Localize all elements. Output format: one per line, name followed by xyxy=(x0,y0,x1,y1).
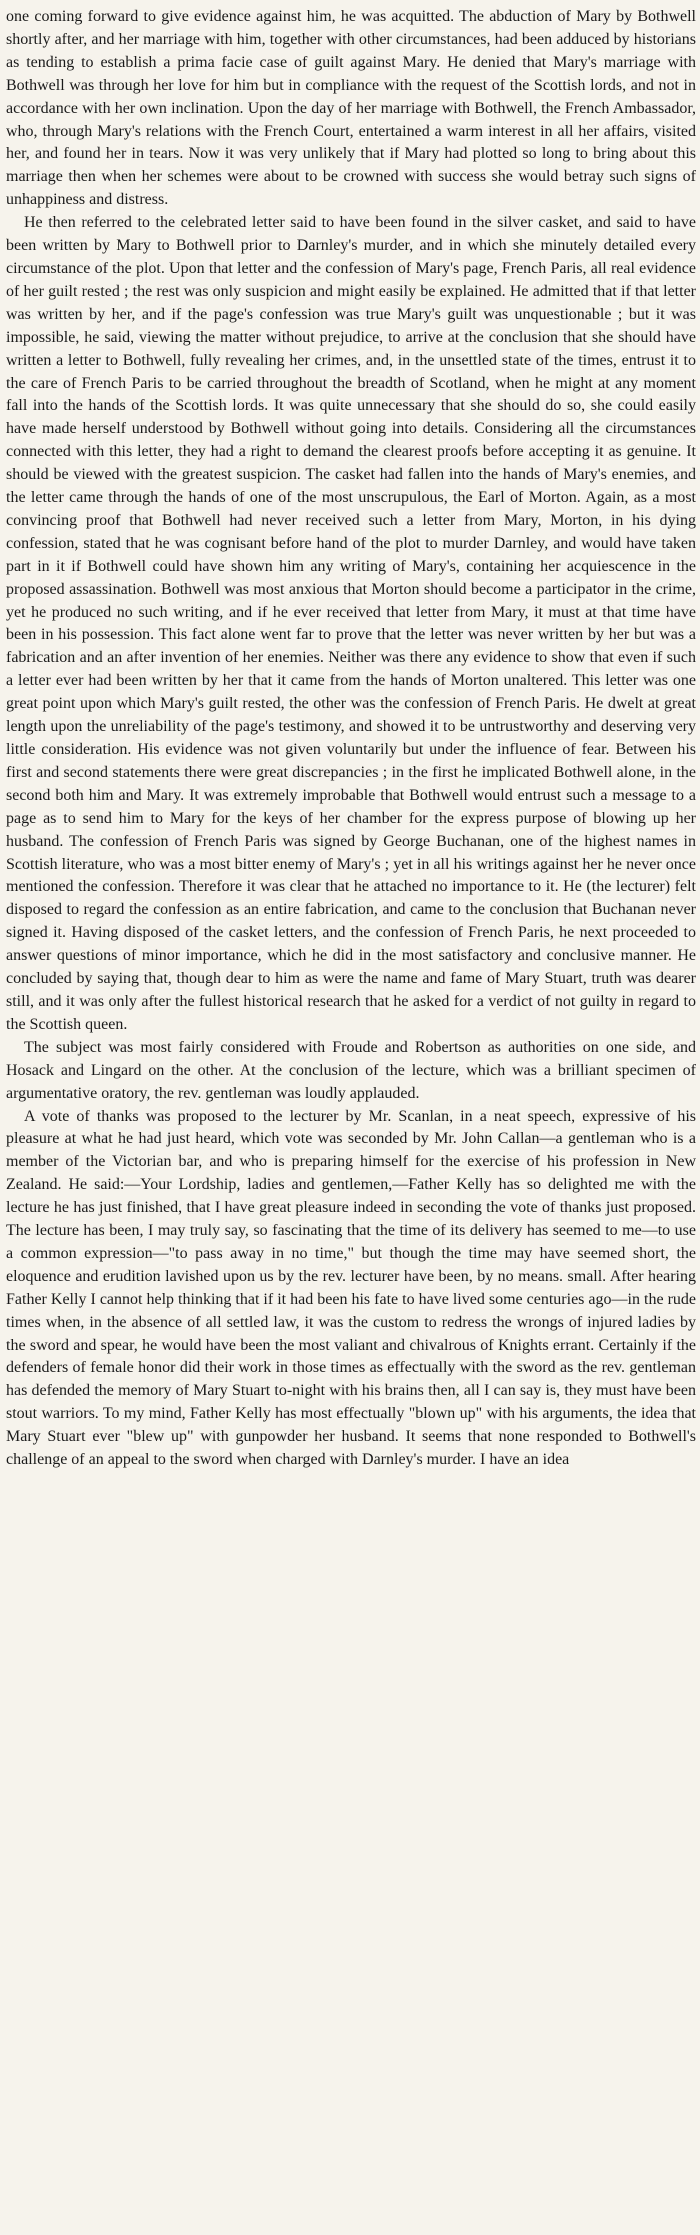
paragraph-3: The subject was most fairly considered with Froude and Robertson as authorities on one side, and Hosack and Lingard on the other. At the conclusion of the lecture, which was a brilliant specimen of argumentative oratory, the rev. gentleman was loudly applauded. xyxy=(6,1038,696,1102)
paragraph-4: A vote of thanks was proposed to the lecturer by Mr. Scanlan, in a neat speech, expressive of his pleasure at what he had just heard, which vote was seconded by Mr. John Callan—a gentleman who is a member of the Victorian bar, and who is preparing himself for the exercise of his profession in New Zealand. He said:—Your Lordship, ladies and gentlemen,—Father Kelly has so delighted me with the lecture he has just finished, that I have great pleasure indeed in seconding the vote of thanks just proposed. The lecture has been, I may truly say, so fascinating that the time of its delivery has seemed to me—to use a common expression—"to pass away in no time," but though the time may have seemed short, the eloquence and erudition lavished upon us by the rev. lecturer have been, by no means. small. After hearing Father Kelly I cannot help thinking that if it had been his fate to have lived some centuries ago—in the rude times when, in the absence of all settled law, it was the custom to redress the wrongs of injured ladies by the sword and spear, he would have been the most valiant and chivalrous of Knights errant. Certainly if the defenders of female honor did their work in those times as effectually with the sword as the rev. gentleman has defended the memory of Mary Stuart to-night with his brains then, all I can say is, they must have been stout warriors. To my mind, Father Kelly has most effectually "blown up" with his arguments, the idea that Mary Stuart ever "blew up" with gunpowder her husband. It seems that none responded to Bothwell's challenge of an appeal to the sword when charged with Darnley's murder. I have an idea xyxy=(6,1107,696,1469)
paragraph-1: one coming forward to give evidence against him, he was acquitted. The abduction of Mary by Bothwell shortly after, and her marriage with him, together with other circumstances, had been adduced by historians as tending to establish a prima facie case of guilt against Mary. He denied that Mary's marriage with Bothwell was through her love for him but in compliance with the request of the Scottish lords, and not in accordance with her own inclination. Upon the day of her marriage with Bothwell, the French Ambassador, who, through Mary's relations with the French Court, entertained a warm interest in all her affairs, visited her, and found her in tears. Now it was very unlikely that if Mary had plotted so long to bring about this marriage then when her schemes were about to be crowned with success she would betray such signs of unhappiness and distress. xyxy=(6,8,696,209)
article-column xyxy=(6,6,696,1472)
paragraph-2: He then referred to the celebrated letter said to have been found in the silver casket, and said to have been written by Mary to Bothwell prior to Darnley's murder, and in which she minutely detailed every circumstance of the plot. Upon that letter and the confession of Mary's page, French Paris, all real evidence of her guilt rested ; the rest was only suspicion and might easily be explained. He admitted that if that letter was written by her, and if the page's confession was true Mary's guilt was unquestionable ; but it was impossible, he said, viewing the matter without prejudice, to arrive at the conclusion that she should have written a letter to Bothwell, fully revealing her crimes, and, in the unsettled state of the times, entrust it to the care of French Paris to be carried throughout the breadth of Scotland, when he might at any moment fall into the hands of the Scottish lords. It was quite unnecessary that she should do so, she could easily have made herself understood by Bothwell without going into details. Considering all the circumstances connected with this letter, they had a right to demand the clearest proofs before accepting it as genuine. It should be viewed with the greatest suspicion. The casket had fallen into the hands of Mary's enemies, and the letter came through the hands of one of the most unscrupulous, the Earl of Morton. Again, as a most convincing proof that Bothwell had never received such a letter from Mary, Morton, in his dying confession, stated that he was cognisant before hand of the plot to murder Darnley, and would have taken part in it if Bothwell could have shown him any writing of Mary's, containing her acquiescence in the proposed assassination. Bothwell was most anxious that Morton should become a participator in the crime, yet he produced no such writing, and if he ever received that letter from Mary, it must at that time have been in his possession. This fact alone went far to prove that the letter was never written by her but was a fabrication and an after invention of her enemies. Neither was there any evidence to show that even if such a letter ever had been written by her that it came from the hands of Morton unaltered. This letter was one great point upon which Mary's guilt rested, the other was the confession of French Paris. He dwelt at great length upon the unreliability of the page's testimony, and showed it to be untrustworthy and deserving very little consideration. His evidence was not given voluntarily but under the influence of fear. Between his first and second statements there were great discrepancies ; in the first he implicated Bothwell alone, in the second both him and Mary. It was extremely improbable that Bothwell would entrust such a message to a page as to send him to Mary for the keys of her chamber for the express purpose of blowing up her husband. The confession of French Paris was signed by George Buchanan, one of the highest names in Scottish literature, who was a most bitter enemy of Mary's ; yet in all his writings against her he never once mentioned the confession. Therefore it was clear that he attached no importance to it. He (the lecturer) felt disposed to regard the confession as an entire fabrication, and came to the conclusion that Buchanan never signed it. Having disposed of the casket letters, and the confession of French Paris, he next proceeded to answer questions of minor importance, which he did in the most satisfactory and conclusive manner. He concluded by saying that, though dear to him as were the name and fame of Mary Stuart, truth was dearer still, and it was only after the fullest historical research that he asked for a verdict of not guilty in regard to the Scottish queen. xyxy=(6,214,696,1033)
